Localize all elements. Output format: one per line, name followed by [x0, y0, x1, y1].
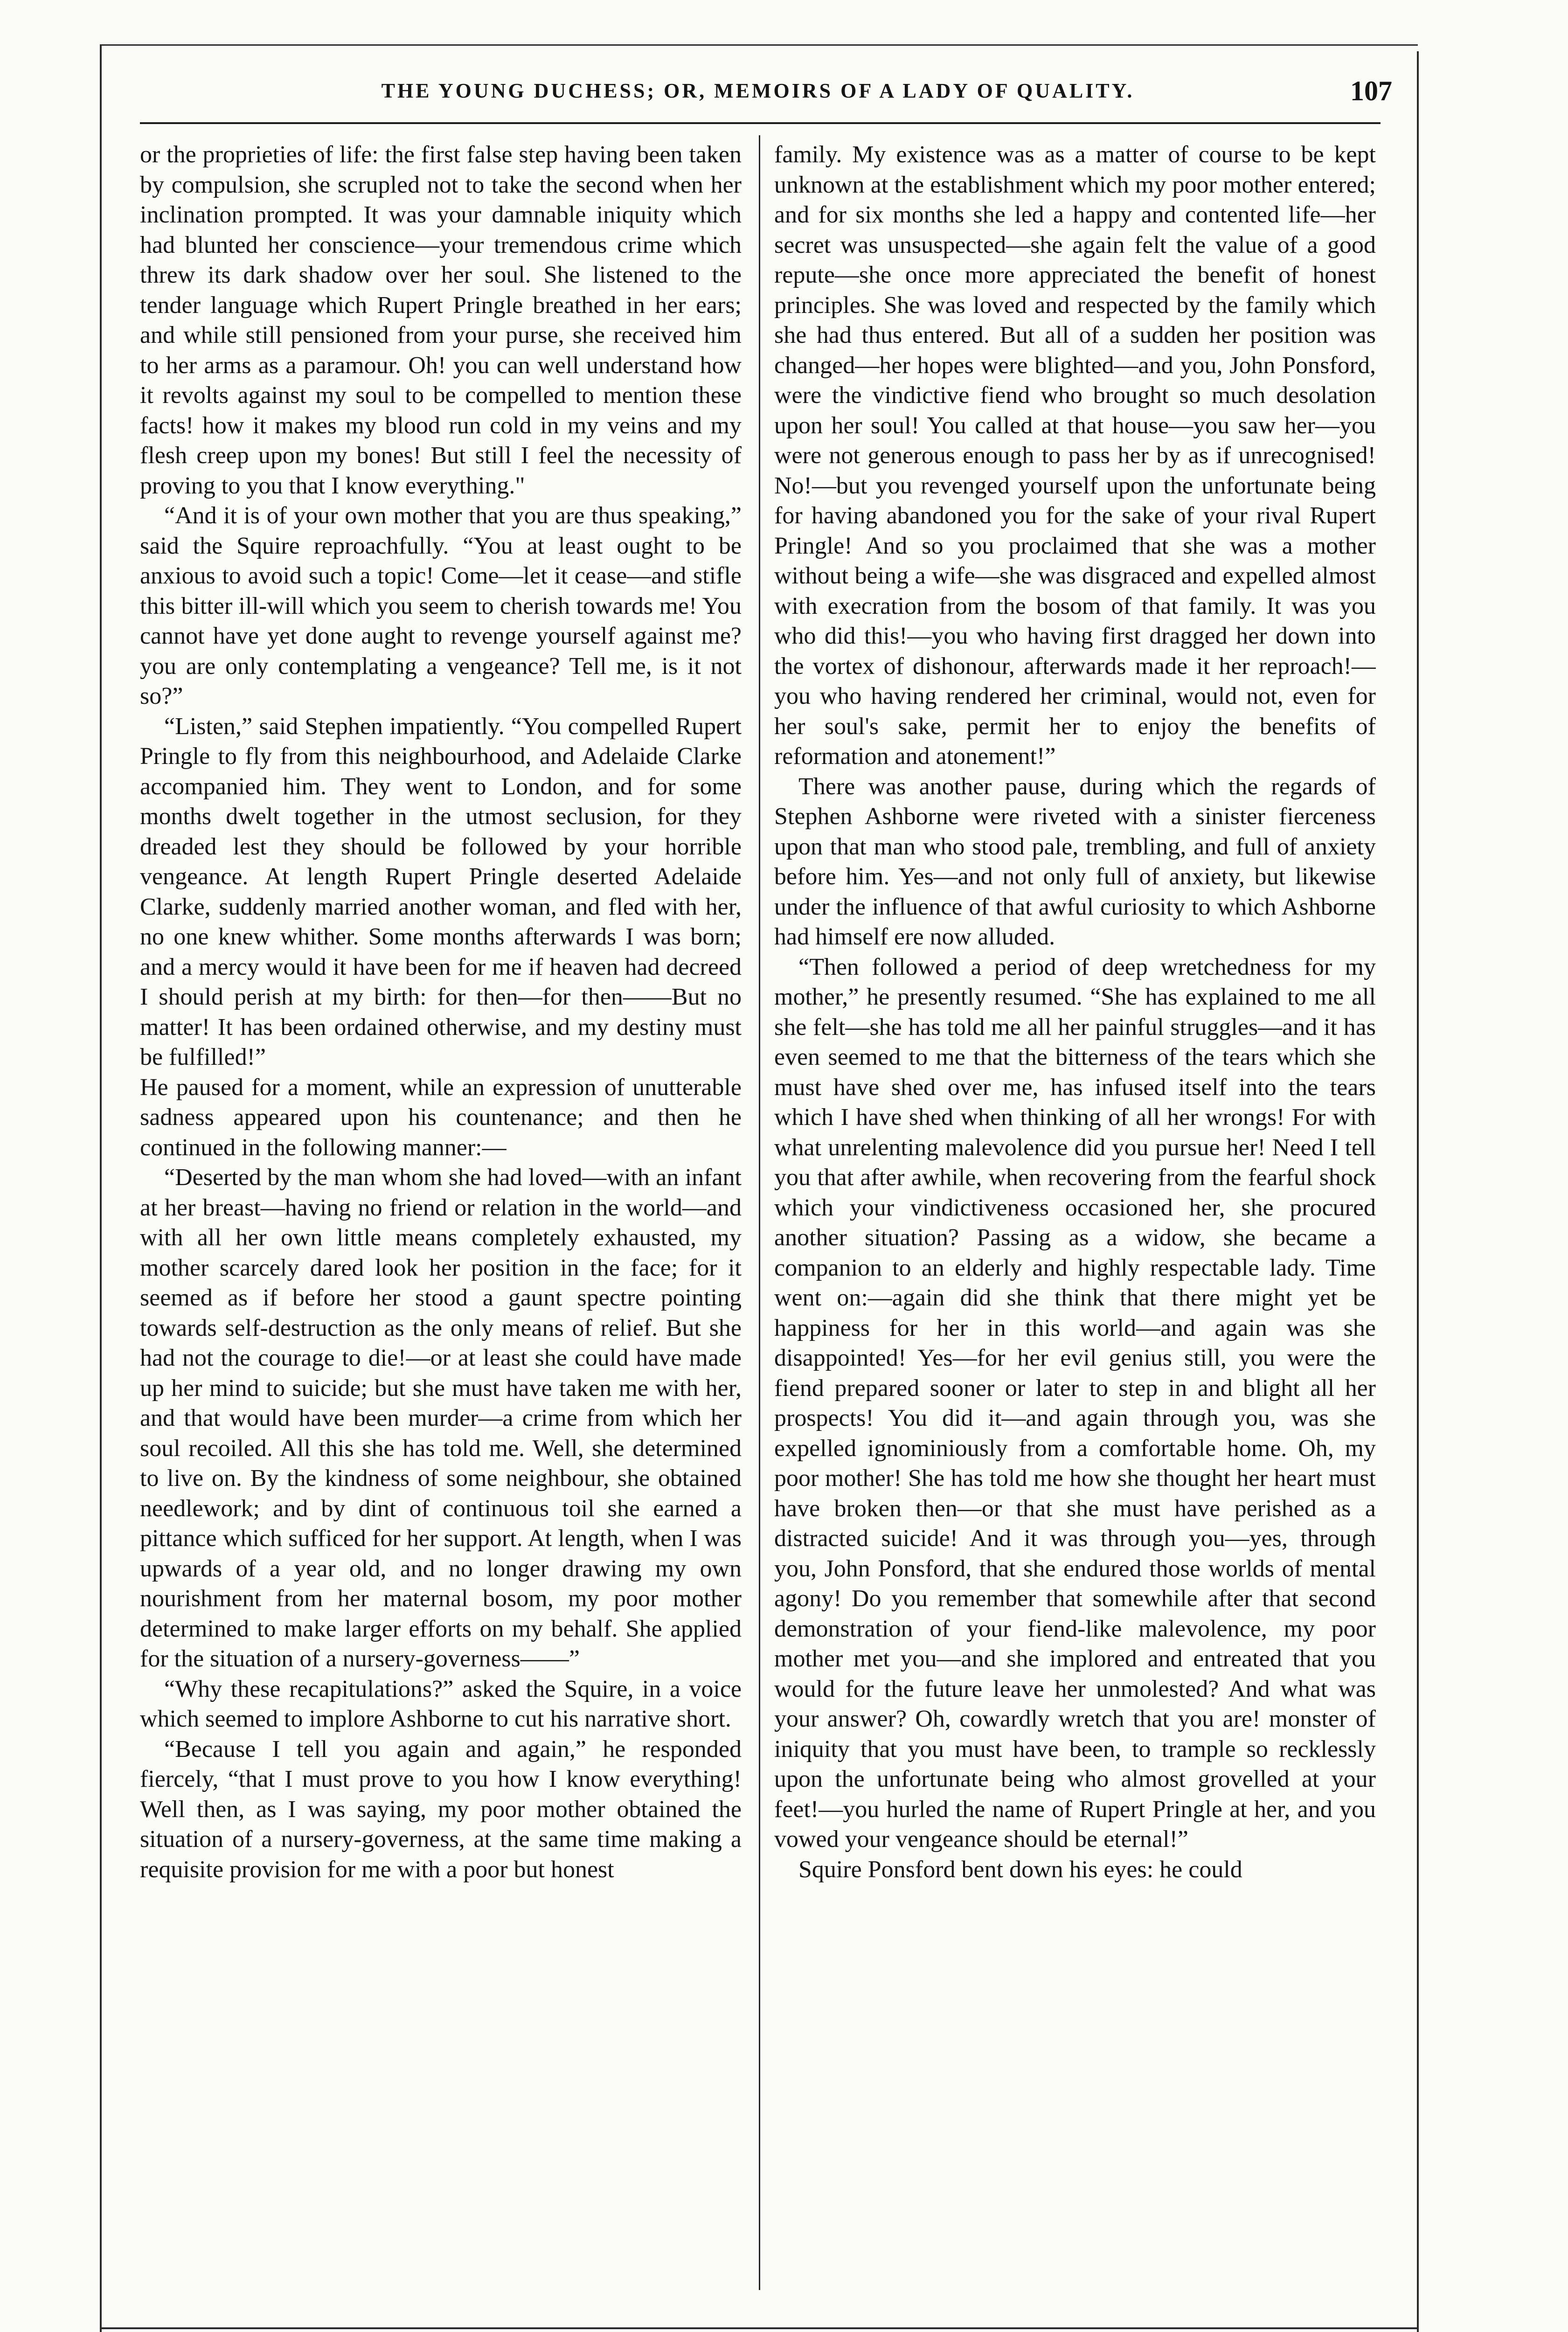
page-number: 107: [1350, 76, 1392, 106]
paragraph: “Why these recapitulations?” asked the Squire, in a voice which seemed to implore Ashborne to cut his narrative short.: [140, 1675, 742, 1732]
page-frame-left: [100, 44, 102, 2332]
paragraph: “And it is of your own mother that you are thus speaking,” said the Squire reproachfully. “You at least ought to be anxious to avoid such a topic! Come—let it cease—and stifle this bitter ill-will which you seem to cherish towards me! You cannot have yet done aught to revenge yourself against me? you are only contemplating a vengeance? Tell me, is it not so?”: [140, 502, 742, 709]
page-frame-right: [1417, 51, 1419, 2332]
paragraph: “Then followed a period of deep wretchedness for my mother,” he presently resumed. “She has explained to me all she felt—she has told me all her painful struggles—and it has even seemed to me that the bitterness of the tears which she must have shed over me, has infused itself into the tears which I have shed when thinking of all her wrongs! For with what unrelenting malevolence did you pursue her! Need I tell you that after awhile, when recovering from the fearful shock which your vindictiveness occasioned her, she procured another situation? Passing as a widow, she became a companion to an elderly and highly respectable lady. Time went on:—again did she think that there might yet be happiness for her in this world—and again was she disappointed! Yes—for her evil genius still, you were the fiend prepared sooner or later to step in and blight all her prospects! You did it—and again through you, was she expelled ignominiously from a comfortable home. Oh, my poor mother! She has told me how she thought her heart must have broken then—or that she must have perished as a distracted suicide! And it was through you—yes, through you, John Ponsford, that she endured those worlds of mental agony! Do you remember that somewhile after that second demonstration of your fiend-like malevolence, my poor mother met you—and she implored and entreated that you would for the future leave her unmolested? And what was your answer? Oh, cowardly wretch that you are! monster of iniquity that you must have been, to trample so recklessly upon the unfortunate being who almost grovelled at your feet!—you hurled the name of Rupert Pringle at her, and you vowed your vengeance should be eternal!”: [774, 953, 1376, 1853]
paragraph: “Listen,” said Stephen impatiently. “You compelled Rupert Pringle to fly from this neighbourhood, and Adelaide Clarke accompanied him. They went to London, and for some months dwelt together in the utmost seclusion, for they dreaded lest they should be followed by your horrible vengeance. At length Rupert Pringle deserted Adelaide Clarke, suddenly married another woman, and fled with her, no one knew whither. Some months afterwards I was born; and a mercy would it have been for me if heaven had decreed I should perish at my birth: for then—for then——But no matter! It has been ordained otherwise, and my destiny must be fulfilled!”: [140, 713, 742, 1070]
column-divider: [759, 135, 760, 2290]
paragraph: family. My existence was as a matter of course to be kept unknown at the establishment which my poor mother entered; and for six months she led a happy and contented life—her secret was unsuspected—she again felt the value of a good repute—she once more appreciated the benefit of honest principles. She was loved and respected by the family which she had thus entered. But all of a sudden her position was changed—her hopes were blighted—and you, John Ponsford, were the vindictive fiend who brought so much desolation upon her soul! You called at that house—you saw her—you were not generous enough to pass her by as if unrecognised! No!—but you revenged yourself upon the unfortunate being for having abandoned you for the sake of your rival Rupert Pringle! And so you proclaimed that she was a mother without being a wife—she was disgraced and expelled almost with execration from the bosom of that family. It was you who did this!—you who having first dragged her down into the vortex of dishonour, afterwards made it her reproach!—you who having rendered her criminal, would not, even for her soul's sake, permit her to enjoy the benefits of reformation and atonement!”: [774, 141, 1376, 770]
header-rule: [140, 122, 1381, 124]
page-header: [107, 70, 1408, 121]
page-frame-top: [100, 44, 1418, 46]
paragraph: or the proprieties of life: the first false step having been taken by compulsion, she scrupled not to take the second when her inclination prompted. It was your damnable iniquity which had blunted her conscience—your tremendous crime which threw its dark shadow over her soul. She listened to the tender language which Rupert Pringle breathed in her ears; and while still pensioned from your purse, she received him to her arms as a paramour. Oh! you can well understand how it revolts against my soul to be compelled to mention these facts! how it makes my blood run cold in my veins and my flesh creep upon my bones! But still I feel the necessity of proving to you that I know everything.": [140, 141, 742, 499]
right-column: [774, 140, 1376, 2285]
paragraph: “Because I tell you again and again,” he responded fiercely, “that I must prove to you how I know everything! Well then, as I was saying, my poor mother obtained the situation of a nursery-governess, at the same time making a requisite provision for me with a poor but honest: [140, 1735, 742, 1883]
left-column: [140, 140, 742, 2285]
paragraph: There was another pause, during which the regards of Stephen Ashborne were riveted with a sinister fierceness upon that man who stood pale, trembling, and full of anxiety before him. Yes—and not only full of anxiety, but likewise under the influence of that awful curiosity to which Ashborne had himself ere now alluded.: [774, 773, 1376, 950]
paragraph: Squire Ponsford bent down his eyes: he could: [798, 1856, 1242, 1883]
paragraph: “Deserted by the man whom she had loved—with an infant at her breast—having no friend or relation in the world—and with all her own little means completely exhausted, my mother scarcely dared look her position in the face; for it seemed as if before her stood a gaunt spectre pointing towards self-destruction as the only means of relief. But she had not the courage to die!—or at least she could have made up her mind to suicide; but she must have taken me with her, and that would have been murder—a crime from which her soul recoiled. All this she has told me. Well, she determined to live on. By the kindness of some neighbour, she obtained needlework; and by dint of continuous toil she earned a pittance which sufficed for her support. At length, when I was upwards of a year old, and no longer drawing my own nourishment from her maternal bosom, my poor mother determined to make larger efforts on my behalf. She applied for the situation of a nursery-governess——”: [140, 1164, 742, 1672]
paragraph: He paused for a moment, while an expression of unutterable sadness appeared upon his countenance; and then he continued in the following manner:—: [140, 1074, 742, 1161]
running-title: THE YOUNG DUCHESS; OR, MEMOIRS OF A LADY OF QUALITY.: [381, 79, 1135, 102]
footer-rule: [100, 2327, 1418, 2329]
